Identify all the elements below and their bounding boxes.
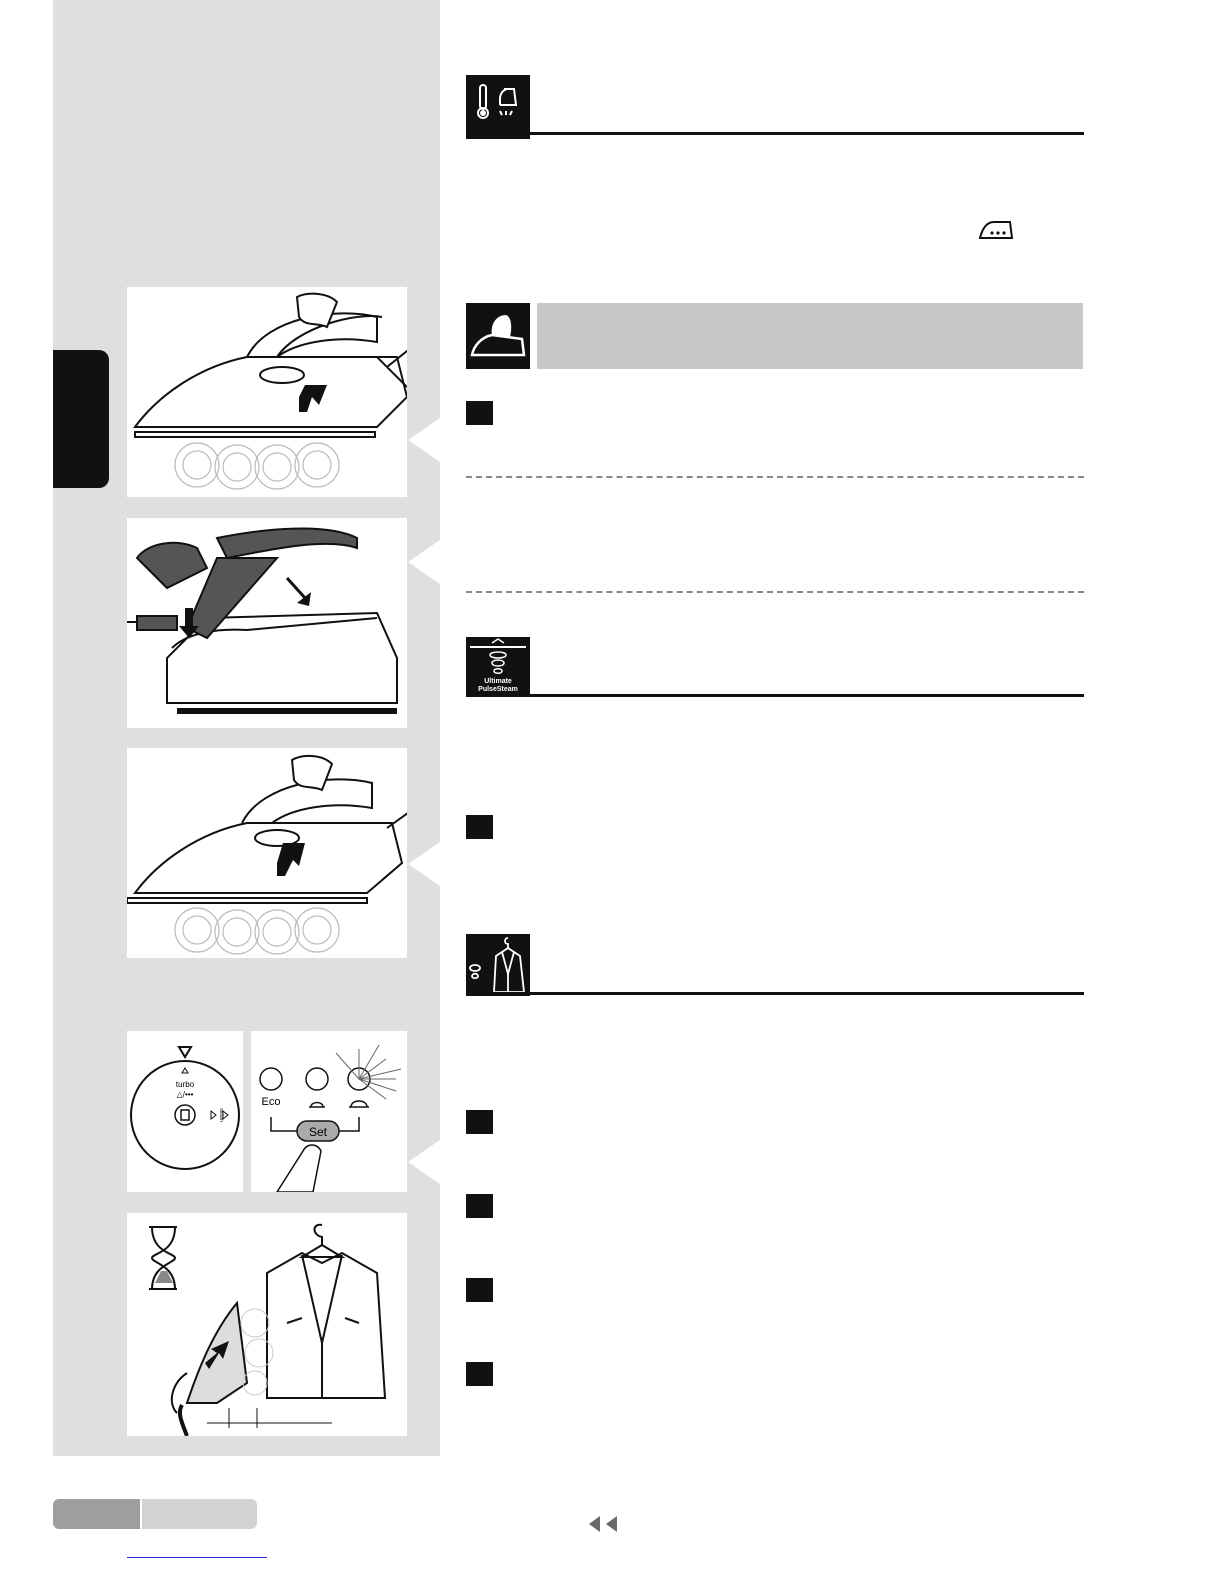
illustration-vertical-steam-2	[127, 748, 407, 958]
step-marker	[466, 401, 493, 425]
panel-pointer	[408, 1140, 440, 1184]
step-marker	[466, 1194, 493, 1218]
dial-turbo-label: turbo	[175, 1080, 195, 1089]
dashed-divider	[466, 591, 1084, 593]
illustration-vertical-steam-1	[127, 287, 407, 497]
illustration-garment-steam	[127, 1213, 407, 1436]
section-rule	[466, 694, 1084, 697]
thermometer-iron-icon	[466, 75, 530, 139]
rewind-icon[interactable]	[606, 1516, 617, 1532]
pulse-steam-badge-line2: PulseSteam	[478, 686, 518, 693]
panel-pointer	[408, 842, 440, 886]
garment-steam-icon	[466, 934, 530, 996]
section-rule	[466, 992, 1084, 995]
rewind-icon[interactable]	[589, 1516, 600, 1532]
set-button-label: Set	[308, 1125, 328, 1139]
iron-hand-icon	[466, 303, 530, 369]
step-marker	[466, 1278, 493, 1302]
footer-language-tab[interactable]	[142, 1499, 257, 1529]
panel-pointer	[408, 418, 440, 462]
section-rule	[466, 132, 1084, 135]
pulse-steam-badge-line1: Ultimate	[484, 678, 512, 685]
illustration-control-panel	[251, 1031, 407, 1192]
step-marker	[466, 1110, 493, 1134]
eco-label: Eco	[261, 1096, 281, 1108]
footer-link-underline[interactable]	[127, 1557, 267, 1558]
section-header-bar	[537, 303, 1083, 369]
step-marker	[466, 1362, 493, 1386]
step-marker	[466, 815, 493, 839]
dial-dots-label: △/•••	[176, 1090, 194, 1099]
panel-pointer	[408, 540, 440, 584]
iron-dots-icon	[978, 219, 1014, 241]
illustration-iron-on-base	[127, 518, 407, 728]
dashed-divider	[466, 476, 1084, 478]
dial-side-label: steam	[218, 1108, 224, 1122]
chapter-tab	[53, 350, 109, 488]
illustration-dial	[127, 1031, 243, 1192]
footer-language-tab-active[interactable]	[53, 1499, 140, 1529]
